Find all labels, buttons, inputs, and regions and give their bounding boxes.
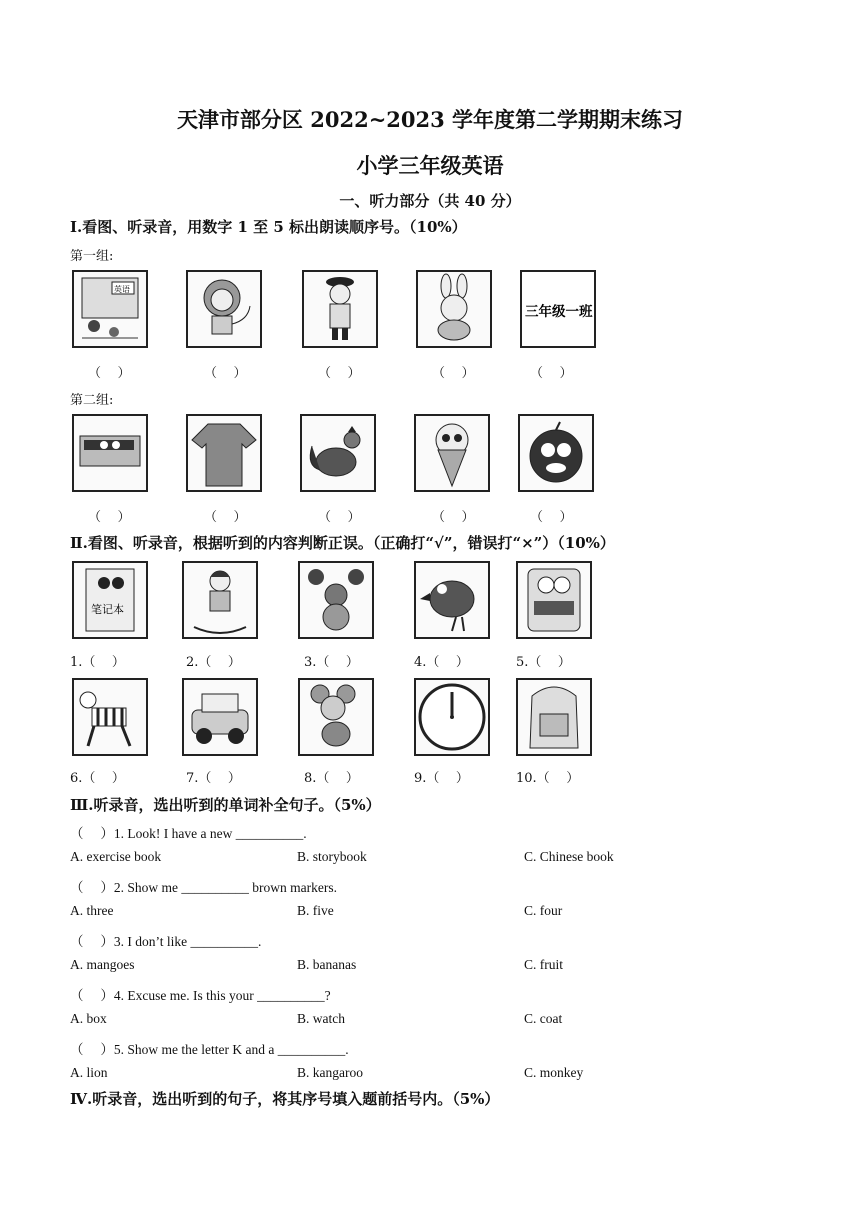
lion-picture (186, 270, 262, 348)
zebra-picture (72, 678, 148, 756)
section1-heading: Ⅰ.看图、听录音，用数字 1 至 5 标出朗读顺序号。（10%） (70, 218, 467, 236)
answer-paren[interactable]: （ ） (530, 510, 573, 525)
clock-picture (414, 678, 490, 756)
page-title: 天津市部分区 2022~2023 学年度第二学期期末练习 (176, 107, 684, 132)
girl-picture (182, 561, 258, 639)
pencil-case-picture (516, 561, 592, 639)
bird-picture (414, 561, 490, 639)
page-subtitle: 小学三年级英语 (356, 153, 504, 178)
section4-heading: Ⅳ.听录音，选出听到的句子，将其序号填入题前括号内。（5%） (70, 1090, 500, 1108)
bear-picture (298, 561, 374, 639)
option-c: C. fruit (524, 957, 563, 972)
question-5[interactable]: （ ）5. Show me the letter K and a __________. (70, 1042, 349, 1057)
section3-heading: Ⅲ.听录音，选出听到的单词补全句子。（5%） (70, 796, 381, 814)
shirt-picture (186, 414, 262, 492)
option-b: B. kangaroo (297, 1065, 363, 1080)
group2-label: 第二组: (70, 393, 114, 408)
q6-label[interactable]: 6.（ ） (70, 771, 125, 786)
storybook-picture (72, 270, 148, 348)
bag-picture (516, 678, 592, 756)
q2-label[interactable]: 2.（ ） (186, 655, 241, 670)
class-sign-text: 三年级一班 (525, 304, 593, 320)
option-b: B. storybook (297, 849, 367, 864)
question-1[interactable]: （ ）1. Look! I have a new __________. (70, 826, 307, 841)
boy-picture (302, 270, 378, 348)
option-c: C. monkey (524, 1065, 584, 1080)
option-a: A. lion (70, 1065, 108, 1080)
part-heading: 一、听力部分（共 40 分） (339, 192, 521, 210)
option-c: C. Chinese book (524, 849, 614, 864)
question-2[interactable]: （ ）2. Show me __________ brown markers. (70, 880, 337, 895)
q8-label[interactable]: 8.（ ） (304, 771, 359, 786)
option-b: B. five (297, 903, 334, 918)
book-label: 英语 (114, 285, 130, 294)
section2-heading: Ⅱ.看图、听录音，根据听到的内容判断正误。（正确打“√”，错误打“×”）（10%） (70, 534, 615, 552)
notebook-picture (72, 561, 148, 639)
question-4[interactable]: （ ）4. Excuse me. Is this your __________? (70, 988, 331, 1003)
q4-label[interactable]: 4.（ ） (414, 655, 469, 670)
rabbit-picture (416, 270, 492, 348)
answer-paren[interactable]: （ ） (530, 366, 573, 381)
q7-label[interactable]: 7.（ ） (186, 771, 241, 786)
car-picture (182, 678, 258, 756)
rooster-picture (300, 414, 376, 492)
class-sign-picture (520, 270, 596, 348)
question-3[interactable]: （ ）3. I don’t like __________. (70, 934, 262, 949)
answer-paren[interactable]: （ ） (432, 366, 475, 381)
q5-label[interactable]: 5.（ ） (516, 655, 571, 670)
option-a: A. box (70, 1011, 107, 1026)
option-c: C. coat (524, 1011, 563, 1026)
mouse-picture (298, 678, 374, 756)
q1-label[interactable]: 1.（ ） (70, 655, 125, 670)
q3-label[interactable]: 3.（ ） (304, 655, 359, 670)
q9-label[interactable]: 9.（ ） (414, 771, 469, 786)
answer-paren[interactable]: （ ） (432, 510, 475, 525)
q10-label[interactable]: 10.（ ） (516, 771, 580, 786)
answer-paren[interactable]: （ ） (88, 510, 131, 525)
answer-paren[interactable]: （ ） (318, 510, 361, 525)
ice-cream-picture (414, 414, 490, 492)
option-b: B. bananas (297, 957, 357, 972)
pencil-box-picture (72, 414, 148, 492)
option-a: A. mangoes (70, 957, 135, 972)
answer-paren[interactable]: （ ） (88, 366, 131, 381)
option-a: A. three (70, 903, 114, 918)
answer-paren[interactable]: （ ） (204, 366, 247, 381)
option-a: A. exercise book (70, 849, 162, 864)
notebook-label: 笔记本 (91, 603, 124, 616)
answer-paren[interactable]: （ ） (204, 510, 247, 525)
group1-label: 第一组: (70, 249, 114, 264)
apple-picture (518, 414, 594, 492)
answer-paren[interactable]: （ ） (318, 366, 361, 381)
option-c: C. four (524, 903, 563, 918)
option-b: B. watch (297, 1011, 345, 1026)
